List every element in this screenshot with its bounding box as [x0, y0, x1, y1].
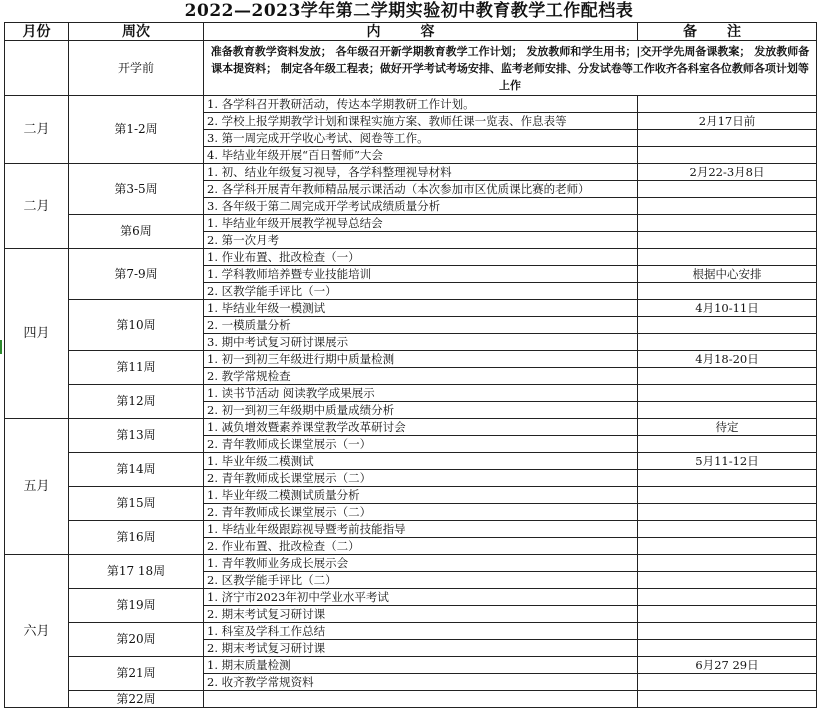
content-cell[interactable]: 2. 一模质量分析 — [204, 317, 638, 334]
content-cell[interactable]: 1. 科室及学科工作总结 — [204, 623, 638, 640]
content-cell[interactable]: 1. 各学科召开教研活动，传达本学期教研工作计划。 — [204, 96, 638, 113]
content-cell[interactable]: 1. 期末质量检测 — [204, 657, 638, 674]
content-cell[interactable]: 1. 初一到初三年级进行期中质量检测 — [204, 351, 638, 368]
content-cell[interactable]: 1. 读书节活动 阅读教学成果展示 — [204, 385, 638, 402]
content-cell[interactable]: 4. 毕结业年级开展“百日誓师”大会 — [204, 147, 638, 164]
content-cell[interactable]: 2. 青年教师成长课堂展示（二） — [204, 504, 638, 521]
note-cell[interactable] — [638, 674, 817, 691]
month-cell[interactable]: 四月 — [5, 249, 69, 419]
table-row — [5, 300, 817, 317]
page-title: 2022—2023学年第二学期实验初中教育教学工作配档表 — [184, 1, 634, 21]
week-cell[interactable]: 第3-5周 — [69, 164, 204, 215]
schedule-table — [4, 22, 817, 708]
table-row — [5, 385, 817, 402]
content-cell[interactable]: 2. 作业布置、批改检查（二） — [204, 538, 638, 555]
week-cell[interactable]: 第17 18周 — [69, 555, 204, 589]
content-cell[interactable]: 1. 青年教师业务成长展示会 — [204, 555, 638, 572]
note-cell[interactable]: 5月11-12日 — [638, 453, 817, 470]
note-cell[interactable] — [638, 623, 817, 640]
note-cell[interactable]: 2月22-3月8日 — [638, 164, 817, 181]
table-row — [5, 555, 817, 572]
note-cell[interactable] — [638, 589, 817, 606]
note-cell[interactable] — [638, 691, 817, 708]
note-cell[interactable] — [638, 436, 817, 453]
note-cell[interactable] — [638, 215, 817, 232]
content-cell[interactable]: 1. 学科教师培养暨专业技能培训 — [204, 266, 638, 283]
week-cell[interactable]: 第12周 — [69, 385, 204, 419]
row-group-marker — [0, 340, 2, 354]
content-cell[interactable]: 3. 各年级于第二周完成开学考试成绩质量分析 — [204, 198, 638, 215]
note-cell[interactable]: 4月10-11日 — [638, 300, 817, 317]
note-cell[interactable] — [638, 130, 817, 147]
note-cell[interactable] — [638, 487, 817, 504]
content-cell[interactable]: 2. 第一次月考 — [204, 232, 638, 249]
content-cell[interactable]: 3. 期中考试复习研讨课展示 — [204, 334, 638, 351]
table-row — [5, 589, 817, 606]
table-row — [5, 249, 817, 266]
week-cell[interactable]: 第22周 — [69, 691, 204, 708]
content-cell[interactable]: 1. 济宁市2023年初中学业水平考试 — [204, 589, 638, 606]
table-row — [5, 351, 817, 368]
content-cell[interactable]: 2. 收齐教学常规资料 — [204, 674, 638, 691]
note-cell[interactable] — [638, 606, 817, 623]
note-cell[interactable] — [638, 521, 817, 538]
note-cell[interactable] — [638, 368, 817, 385]
note-cell[interactable] — [638, 470, 817, 487]
content-cell[interactable]: 1. 毕结业年级跟踪视导暨考前技能指导 — [204, 521, 638, 538]
note-cell[interactable] — [638, 385, 817, 402]
header-week[interactable]: 周次 — [69, 23, 204, 41]
month-cell[interactable]: 二月 — [5, 164, 69, 249]
content-cell[interactable]: 1. 初、结业年级复习视导，各学科整理视导材料 — [204, 164, 638, 181]
table-row — [5, 691, 817, 708]
note-cell[interactable]: 4月18-20日 — [638, 351, 817, 368]
note-cell[interactable] — [638, 504, 817, 521]
content-cell[interactable]: 1. 毕业年级二模测试 — [204, 453, 638, 470]
note-cell[interactable] — [638, 96, 817, 113]
header-content[interactable]: 内容 — [204, 23, 638, 41]
content-cell[interactable]: 2. 学校上报学期教学计划和课程实施方案、教师任课一览表、作息表等 — [204, 113, 638, 130]
month-cell[interactable]: 二月 — [5, 96, 69, 164]
month-cell[interactable]: 五月 — [5, 419, 69, 555]
content-cell[interactable]: 2. 区教学能手评比（二） — [204, 572, 638, 589]
week-cell[interactable]: 第10周 — [69, 300, 204, 351]
content-cell[interactable]: 2. 区教学能手评比（一） — [204, 283, 638, 300]
week-cell[interactable]: 第16周 — [69, 521, 204, 555]
note-cell[interactable] — [638, 640, 817, 657]
month-cell[interactable]: 六月 — [5, 555, 69, 708]
week-cell[interactable]: 第7-9周 — [69, 249, 204, 300]
note-cell[interactable] — [638, 249, 817, 266]
content-cell[interactable]: 2. 期末考试复习研讨课 — [204, 640, 638, 657]
week-cell[interactable]: 第13周 — [69, 419, 204, 453]
week-cell[interactable]: 第6周 — [69, 215, 204, 249]
note-cell[interactable] — [638, 538, 817, 555]
note-cell[interactable] — [638, 198, 817, 215]
content-cell[interactable]: 2. 青年教师成长课堂展示（一） — [204, 436, 638, 453]
note-cell[interactable] — [638, 147, 817, 164]
table-row — [5, 453, 817, 470]
week-cell[interactable]: 第20周 — [69, 623, 204, 657]
content-cell[interactable]: 2. 期末考试复习研讨课 — [204, 606, 638, 623]
content-cell[interactable]: 1. 毕业年级二模测试质量分析 — [204, 487, 638, 504]
table-row — [5, 96, 817, 113]
note-cell[interactable]: 6月27 29日 — [638, 657, 817, 674]
content-cell[interactable]: 1. 减负增效暨素养课堂教学改革研讨会 — [204, 419, 638, 436]
header-row — [5, 23, 817, 41]
content-cell[interactable]: 3. 第一周完成开学收心考试、阅卷等工作。 — [204, 130, 638, 147]
month-cell[interactable] — [5, 41, 69, 96]
week-cell[interactable]: 第21周 — [69, 657, 204, 691]
week-cell[interactable]: 开学前 — [69, 41, 204, 96]
content-cell[interactable] — [204, 691, 638, 708]
note-cell[interactable] — [638, 334, 817, 351]
table-row — [5, 419, 817, 436]
note-cell[interactable] — [638, 181, 817, 198]
note-cell[interactable] — [638, 555, 817, 572]
content-cell[interactable]: 2. 青年教师成长课堂展示（二） — [204, 470, 638, 487]
content-cell[interactable]: 1. 作业布置、批改检查（一） — [204, 249, 638, 266]
header-month[interactable]: 月份 — [5, 23, 69, 41]
week-cell[interactable]: 第15周 — [69, 487, 204, 521]
note-cell[interactable] — [638, 283, 817, 300]
note-cell[interactable]: 待定 — [638, 419, 817, 436]
content-cell[interactable]: 1. 毕结业年级一模测试 — [204, 300, 638, 317]
note-cell[interactable] — [638, 317, 817, 334]
note-cell[interactable] — [638, 232, 817, 249]
week-cell[interactable]: 第19周 — [69, 589, 204, 623]
week-cell[interactable]: 第1-2周 — [69, 96, 204, 164]
content-cell[interactable]: 2. 初一到初三年级期中质量成绩分析 — [204, 402, 638, 419]
table-row — [5, 487, 817, 504]
content-cell[interactable]: 2. 教学常规检查 — [204, 368, 638, 385]
table-row — [5, 164, 817, 181]
table-row — [5, 623, 817, 640]
content-cell[interactable]: 准备教育教学资料发放； 各年级召开新学期教育教学工作计划； 发放教师和学生用书；|交开学先周备课教案； 发放教师备课本提资料； 制定各年级工程表；做好开学考试考场安排、监考老师安排、分发试卷等工作收齐各科室各位教师各项计划等上作 — [204, 41, 817, 96]
content-cell[interactable]: 2. 各学科开展青年教师精品展示课活动（本次参加市区优质课比赛的老师） — [204, 181, 638, 198]
table-row — [5, 215, 817, 232]
note-cell[interactable] — [638, 572, 817, 589]
table-row — [5, 41, 817, 96]
content-cell[interactable]: 1. 毕结业年级开展教学视导总结会 — [204, 215, 638, 232]
week-cell[interactable]: 第14周 — [69, 453, 204, 487]
note-cell[interactable]: 2月17日前 — [638, 113, 817, 130]
header-note[interactable]: 备注 — [638, 23, 817, 41]
week-cell[interactable]: 第11周 — [69, 351, 204, 385]
table-row — [5, 521, 817, 538]
note-cell[interactable] — [638, 402, 817, 419]
note-cell[interactable]: 根据中心安排 — [638, 266, 817, 283]
table-row — [5, 657, 817, 674]
